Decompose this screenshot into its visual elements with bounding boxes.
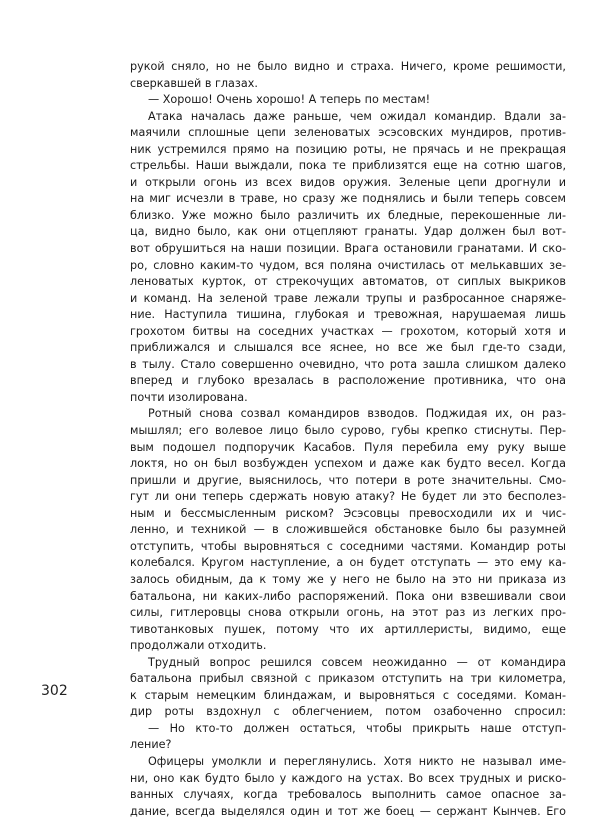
page-number: 302 bbox=[41, 683, 68, 699]
text-line: продолжали отходить. bbox=[130, 639, 267, 653]
text-line: Трудный вопрос решился совсем неожиданно — от командира bbox=[148, 655, 566, 669]
text-line: Ротный снова созвал командиров взводов. Поджидая их, он раз- bbox=[148, 407, 566, 421]
text-line: ванных случаях, когда требовалось выполнить самое опасное за- bbox=[130, 788, 566, 802]
text-line: пришли и другие, выяснилось, что потери в роте значительны. Смо- bbox=[130, 473, 566, 487]
text-line: леноватых курток, от стрекочущих автоматов, от сиплых выкриков bbox=[130, 275, 566, 289]
text-line: — Хорошо! Очень хорошо! А теперь по местам! bbox=[148, 93, 431, 107]
text-line: стрельбы. Наши выждали, пока те приблизятся еще на сотню шагов, bbox=[130, 159, 566, 173]
text-line: сверкавшей в глазах. bbox=[130, 76, 258, 90]
text-line: мышлял; его волевое лицо было сурово, губы крепко стиснуты. Пер- bbox=[130, 424, 566, 438]
text-line: тивотанковых пушек, потому что их артиллеристы, видимо, еще bbox=[130, 622, 566, 636]
text-line: колебался. Кругом наступление, а он будет отступать — это ему ка- bbox=[130, 556, 566, 570]
text-line: — Но кто-то должен остаться, чтобы прикрыть наше отступ- bbox=[148, 721, 566, 735]
text-line: ным и бессмысленным риском? Эсэсовцы превосходили их и чис- bbox=[130, 506, 566, 520]
text-line: на миг исчезли в траве, но сразу же поднялись и были теперь совсем bbox=[130, 192, 566, 206]
text-line: рукой сняло, но не было видно и страха. Ничего, кроме решимости, bbox=[130, 60, 566, 73]
text-line: дание, всегда выделялся один и тот же боец — сержант Кынчев. Его bbox=[130, 804, 566, 818]
text-line: ни, оно как будто было у каждого на устах. Во всех трудных и риско- bbox=[130, 771, 566, 785]
text-line: гут ли они теперь сдержать новую атаку? Не будет ли это бесполез- bbox=[130, 490, 566, 504]
text-line: в тылу. Стало совершенно очевидно, что рота зашла слишком далеко bbox=[130, 357, 566, 371]
text-line: отступить, чтобы выровняться с соседними частями. Командир роты bbox=[130, 539, 566, 553]
text-line: близко. Уже можно было различить их бледные, перекошенные ли- bbox=[130, 208, 566, 222]
text-line: грохотом битвы на соседних участках — грохотом, который хотя и bbox=[130, 324, 566, 338]
text-line: и команд. На зеленой траве лежали трупы и разбросанное снаряже- bbox=[130, 291, 566, 305]
text-line: почти изолирована. bbox=[130, 390, 248, 404]
text-line: маячили сплошные цепи зеленоватых эсэсовских мундиров, против- bbox=[130, 126, 566, 140]
text-line: приближался и слышался все яснее, но все же был где-то сзади, bbox=[130, 341, 566, 355]
text-line: вперед и глубоко врезалась в расположение противника, что она bbox=[130, 374, 566, 388]
text-line: Атака началась даже раньше, чем ожидал командир. Вдали за- bbox=[148, 109, 566, 123]
text-line: вым подошел подпоручик Касабов. Пуля перебила ему руку выше bbox=[130, 440, 566, 454]
text-line: ро, словно каким-то чудом, вся поляна очистилась от мелькавших зе- bbox=[130, 258, 566, 272]
text-line: силы, гитлеровцы снова открыли огонь, на этот раз из легких про- bbox=[130, 606, 566, 620]
text-line: локтя, но он был возбужден успехом и даже как будто весел. Когда bbox=[130, 457, 566, 471]
body-text bbox=[130, 59, 566, 820]
text-line: ленно, и техникой — в сложившейся обстановке было бы разумней bbox=[130, 523, 566, 537]
text-line: к старым немецким блиндажам, и выровняться с соседями. Коман- bbox=[130, 688, 566, 702]
text-line: Офицеры умолкли и переглянулись. Хотя никто не называл име- bbox=[148, 754, 566, 768]
text-line: и открыли огонь из всех видов оружия. Зеленые цепи дрогнули и bbox=[130, 175, 566, 189]
text-line: батальона, ни каких-либо распоряжений. Пока они взвешивали свои bbox=[130, 589, 566, 603]
text-line: батальона прибыл связной с приказом отступить на три километра, bbox=[130, 672, 566, 686]
text-line: ление? bbox=[130, 738, 172, 752]
text-line: дир роты вздохнул с облегчением, потом озабоченно спросил: bbox=[130, 705, 566, 719]
text-line: вот обрушиться на наши позиции. Врага остановили гранатами. И ско- bbox=[130, 242, 566, 256]
text-line: ние. Наступила тишина, глубокая и тревожная, нарушаемая лишь bbox=[130, 308, 566, 322]
text-line: ник устремился прямо на позицию роты, не прячась и не прекращая bbox=[130, 142, 566, 156]
text-line: залось обидным, да к тому же у него не было на это ни приказа из bbox=[130, 572, 566, 586]
text-line: ца, видно было, как они отцепляют гранаты. Удар должен был вот- bbox=[130, 225, 566, 239]
